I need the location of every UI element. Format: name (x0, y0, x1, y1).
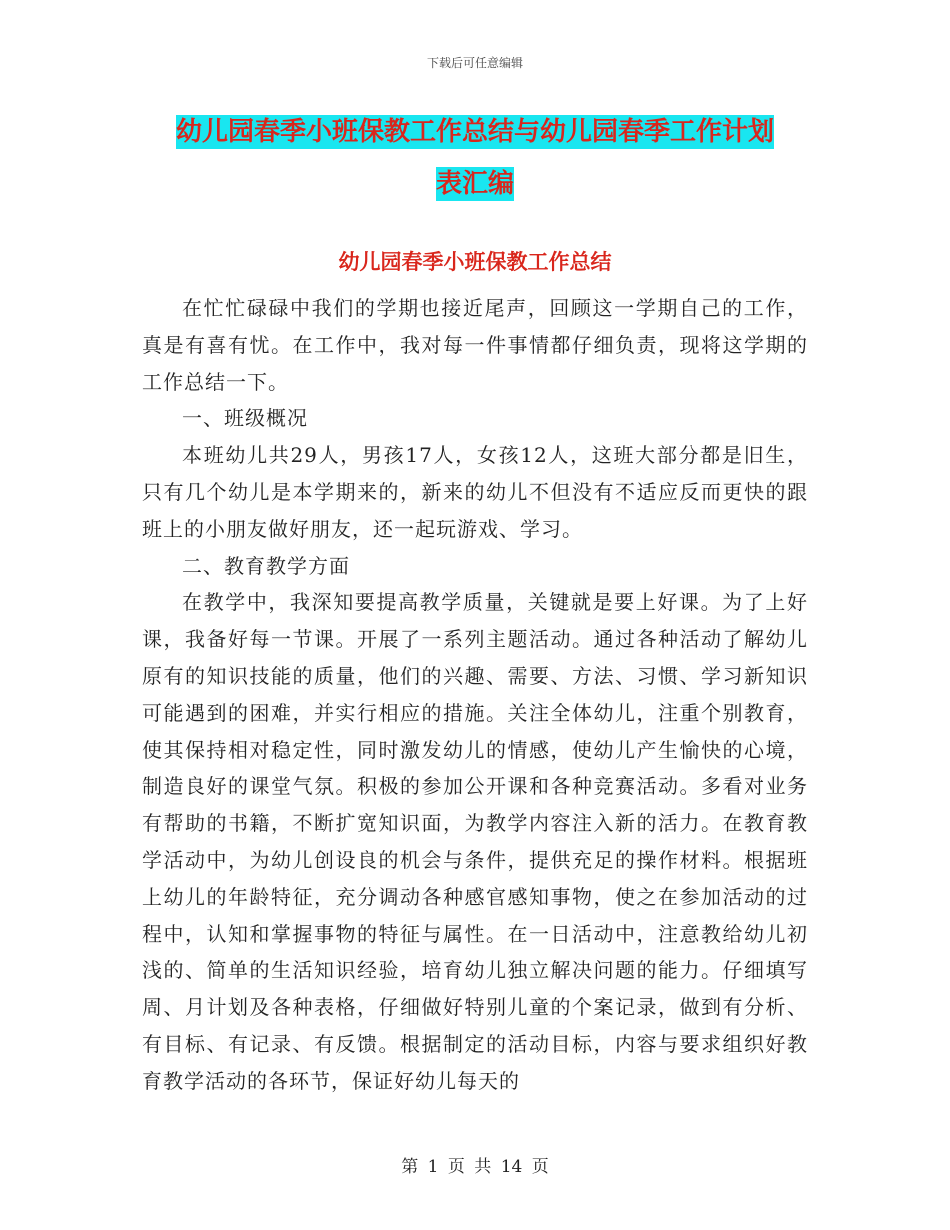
document-title-line1: 幼儿园春季小班保教工作总结与幼儿园春季工作计划 (175, 117, 774, 147)
header-note: 下载后可任意编辑 (426, 56, 523, 70)
heading-teaching: 二、教育教学方面 (182, 553, 350, 578)
page-footer: 第 1 页 共 14 页 (401, 1157, 549, 1177)
heading-class-overview: 一、班级概况 (182, 406, 308, 431)
paragraph-teaching: 在教学中，我深知要提高教学质量，关键就是要上好课。为了上好课，我备好每一节课。开展了一系列主题活动。通过各种活动了解幼儿原有的知识技能的质量，他们的兴趣、需要、方法、习惯、学习新知识可能遇到的困难，并实行相应的措施。关注全体幼儿，注重个别教育，使其保持相对稳定性，同时激发幼儿的情感，使幼儿产生愉快的心境，制造良好的课堂气氛。积极的参加公开课和各种竞赛活动。多看对业务有帮助的书籍，不断扩宽知识面，为教学内容注入新的活力。在教育教学活动中，为幼儿创设良的机会与条件，提供充足的操作材料。根据班上幼儿的年龄特征，充分调动各种感官感知事物，使之在参加活动的过程中，认知和掌握事物的特征与属性。在一日活动中，注意教给幼儿初浅的、简单的生活知识经验，培育幼儿独立解决问题的能力。仔细填写周、月计划及各种表格，仔细做好特别儿童的个案记录，做到有分析、有目标、有记录、有反馈。根据制定的活动目标，内容与要求组织好教育教学活动的各环节，保证好幼儿每天的 (142, 590, 808, 1093)
paragraph-class-overview: 本班幼儿共29人，男孩17人，女孩12人，这班大部分都是旧生，只有几个幼儿是本学期来的，新来的幼儿不但没有不适应反而更快的跟班上的小朋友做好朋友，还一起玩游戏、学习。 (142, 443, 808, 541)
document-title-line2: 表汇编 (435, 169, 514, 199)
body-text (142, 290, 808, 1100)
section-title: 幼儿园春季小班保教工作总结 (338, 250, 612, 274)
document-title (140, 106, 810, 210)
paragraph-intro: 在忙忙碌碌中我们的学期也接近尾声，回顾这一学期自己的工作，真是有喜有忧。在工作中，我对每一件事情都仔细负责，现将这学期的工作总结一下。 (142, 296, 808, 394)
